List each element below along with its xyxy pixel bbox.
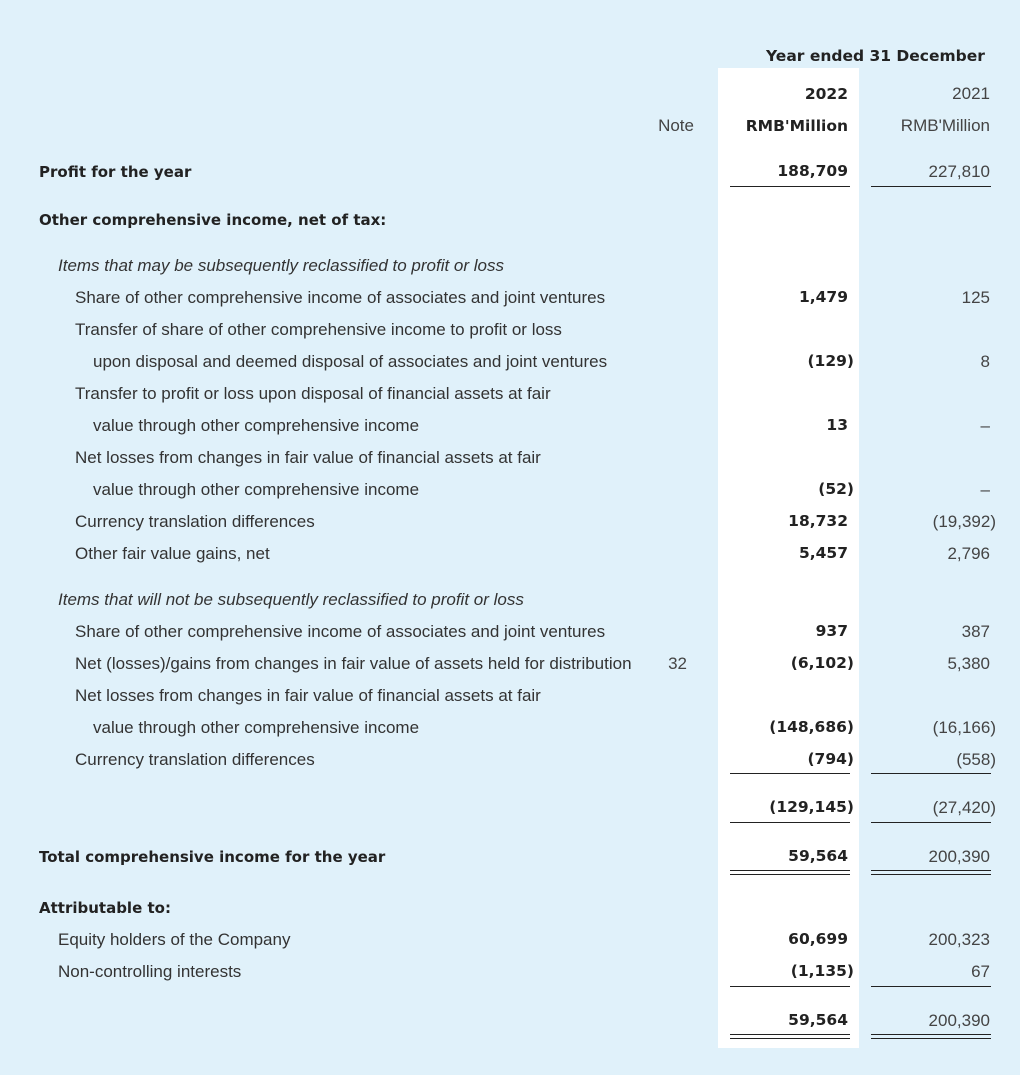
r3-label-line2: value through other comprehensive income (93, 416, 420, 435)
r2-2021: 8 (980, 352, 990, 371)
total-double-rule-2021 (871, 870, 991, 875)
r3-2022: 13 (826, 416, 848, 434)
noreclass-heading: Items that will not be subsequently reclassified to profit or loss (58, 590, 524, 609)
n3-label-line2: value through other comprehensive income (93, 718, 420, 737)
n2-note: 32 (668, 654, 687, 673)
r6-2021: 2,796 (947, 544, 990, 563)
unit-current-header: RMB'Million (745, 117, 848, 135)
total-label: Total comprehensive income for the year (39, 848, 386, 866)
profit-2021: 227,810 (928, 162, 990, 181)
r1-2021: 125 (961, 288, 990, 307)
attrib-rule-2021 (871, 986, 991, 987)
r4-label-line2: value through other comprehensive income (93, 480, 420, 499)
n4-2021: (558) (956, 750, 996, 769)
year-current-header: 2022 (804, 85, 848, 103)
r3-label-line1: Transfer to profit or loss upon disposal of financial assets at fair (75, 384, 551, 403)
attrib-total-2022: 59,564 (788, 1011, 848, 1029)
attrib-heading: Attributable to: (39, 899, 171, 917)
a1-label: Equity holders of the Company (58, 930, 291, 949)
n1-label: Share of other comprehensive income of associates and joint ventures (75, 622, 606, 641)
n3-label-line1: Net losses from changes in fair value of financial assets at fair (75, 686, 541, 705)
oci-rule-2021 (871, 773, 991, 774)
a2-2022: (1,135) (790, 962, 854, 980)
n4-label: Currency translation differences (75, 750, 315, 769)
r1-2022: 1,479 (798, 288, 848, 306)
a2-2021: 67 (971, 962, 990, 981)
n3-2021: (16,166) (932, 718, 996, 737)
oci-total-2021: (27,420) (932, 798, 996, 817)
oci-total-rule-2022 (730, 822, 850, 823)
n2-2021: 5,380 (947, 654, 990, 673)
r2-2022: (129) (807, 352, 854, 370)
a1-2022: 60,699 (788, 930, 848, 948)
n3-2022: (148,686) (769, 718, 854, 736)
n2-2022: (6,102) (790, 654, 854, 672)
n2-label: Net (losses)/gains from changes in fair value of assets held for distribution (75, 654, 632, 673)
profit-2022: 188,709 (777, 162, 848, 180)
r5-2022: 18,732 (788, 512, 848, 530)
oci-heading: Other comprehensive income, net of tax: (39, 211, 387, 229)
r4-2021: – (980, 480, 990, 499)
r4-label-line1: Net losses from changes in fair value of financial assets at fair (75, 448, 541, 467)
note-header: Note (658, 116, 694, 135)
r2-label-line2: upon disposal and deemed disposal of associates and joint ventures (93, 352, 608, 371)
year-prior-header: 2021 (952, 84, 990, 103)
profit-label: Profit for the year (39, 163, 192, 181)
attrib-total-2021: 200,390 (928, 1011, 990, 1030)
attrib-total-double-rule-2021 (871, 1034, 991, 1039)
n1-2022: 937 (815, 622, 848, 640)
profit-rule-2021 (871, 186, 991, 187)
total-double-rule-2022 (730, 870, 850, 875)
total-2021: 200,390 (928, 847, 990, 866)
reclass-heading: Items that may be subsequently reclassified to profit or loss (58, 256, 504, 275)
r4-2022: (52) (818, 480, 854, 498)
r5-2021: (19,392) (932, 512, 996, 531)
attrib-total-double-rule-2022 (730, 1034, 850, 1039)
total-2022: 59,564 (788, 847, 848, 865)
r2-label-line1: Transfer of share of other comprehensive income to profit or loss (75, 320, 562, 339)
unit-prior-header: RMB'Million (900, 116, 990, 135)
oci-total-2022: (129,145) (769, 798, 854, 816)
attrib-rule-2022 (730, 986, 850, 987)
period-header: Year ended 31 December (766, 47, 985, 65)
oci-rule-2022 (730, 773, 850, 774)
r3-2021: – (980, 416, 990, 435)
profit-rule-2022 (730, 186, 850, 187)
r6-2022: 5,457 (798, 544, 848, 562)
r1-label: Share of other comprehensive income of associates and joint ventures (75, 288, 606, 307)
a1-2021: 200,323 (928, 930, 990, 949)
r6-label: Other fair value gains, net (75, 544, 270, 563)
a2-label: Non-controlling interests (58, 962, 242, 981)
n4-2022: (794) (807, 750, 854, 768)
oci-total-rule-2021 (871, 822, 991, 823)
r5-label: Currency translation differences (75, 512, 315, 531)
n1-2021: 387 (961, 622, 990, 641)
